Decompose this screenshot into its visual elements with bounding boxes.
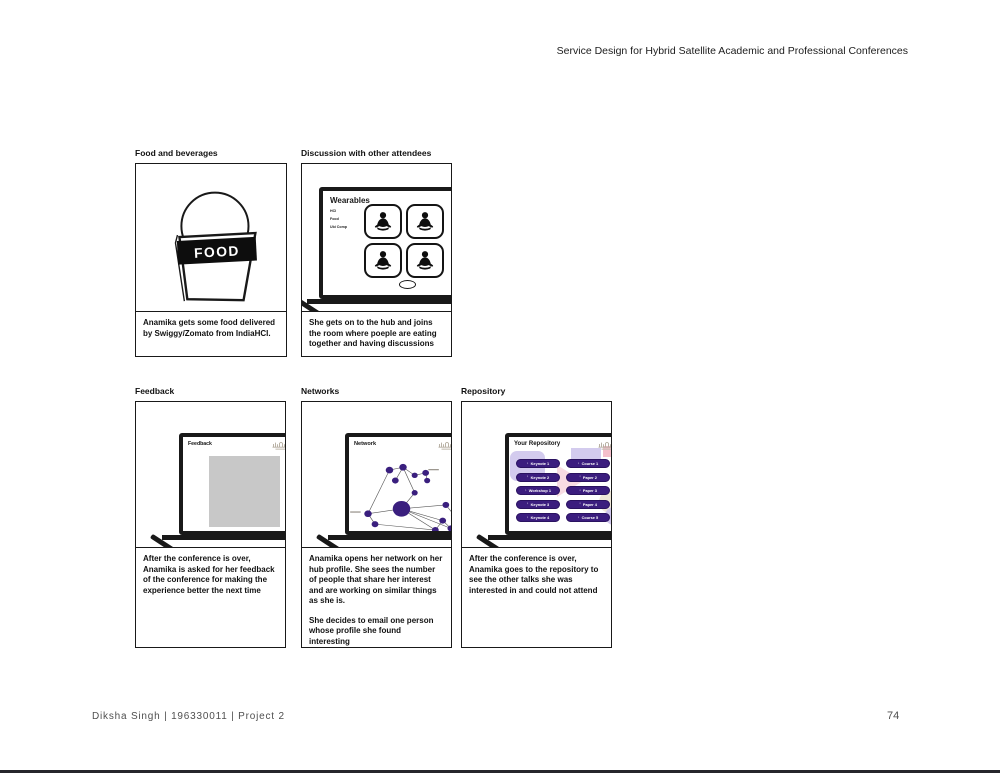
repository-item-button xyxy=(566,513,610,522)
hub-room-sketch xyxy=(302,164,451,311)
repository-item-button xyxy=(516,486,560,495)
download-icon: ↓ xyxy=(577,460,580,465)
attendee-video-grid xyxy=(364,204,444,278)
network-node xyxy=(393,501,411,517)
node-label-mark xyxy=(350,511,361,512)
network-node xyxy=(392,478,399,484)
repository-item-button xyxy=(566,486,610,495)
repository-item-button xyxy=(566,459,610,468)
laptop-screen xyxy=(319,187,451,299)
indiahci-logo xyxy=(597,440,611,451)
document-header-title: Service Design for Hybrid Satellite Academic and Professional Conferences xyxy=(556,45,908,57)
network-graph-sketch xyxy=(302,402,451,547)
people-network-graph xyxy=(349,446,451,535)
repository-item-label: Keynote 1 xyxy=(530,461,550,466)
attendee-tile xyxy=(406,204,444,239)
food-bucket-sketch xyxy=(136,164,286,311)
panel-discussion-with-attendees xyxy=(301,148,452,357)
laptop-base xyxy=(162,535,285,540)
repository-item-label: Keynote 2 xyxy=(530,474,550,480)
sidebar-item: Ubi Comp xyxy=(330,225,347,229)
network-node xyxy=(386,467,393,474)
panel-feedback xyxy=(135,386,286,648)
repository-item-label: Paper 3 xyxy=(582,488,597,493)
food-band xyxy=(177,237,257,265)
panel-caption: After the conference is over, Anamika is asked for her feedback of the conference for making the experience better the next time xyxy=(136,547,285,647)
network-node xyxy=(422,470,429,476)
network-node xyxy=(399,464,406,471)
download-icon: ↓ xyxy=(579,501,581,506)
feedback-form-placeholder xyxy=(209,456,280,527)
person-sitting-icon xyxy=(369,248,397,274)
food-band-label: FOOD xyxy=(193,242,241,261)
network-node xyxy=(372,521,379,527)
panel-caption: After the conference is over, Anamika goes to the repository to see the other talks she was interested in and could not attend xyxy=(462,547,611,647)
network-node xyxy=(412,473,418,478)
indiahci-logo xyxy=(271,440,285,451)
download-icon: ↓ xyxy=(526,514,529,519)
leave-room-oval-icon xyxy=(399,280,416,289)
screen-title: Feedback xyxy=(188,441,212,447)
network-node xyxy=(432,527,439,533)
attendee-tile xyxy=(364,243,402,278)
panel-food-and-beverages xyxy=(135,148,287,357)
download-icon: ↓ xyxy=(579,487,581,492)
laptop-base xyxy=(328,535,451,540)
repository-item-label: Paper 2 xyxy=(582,474,597,480)
laptop-screen xyxy=(179,433,285,535)
panel-caption: She gets on to the hub and joins the room where poeple are eating together and having discussions xyxy=(302,311,451,356)
repository-item-label: Course 1 xyxy=(581,461,599,466)
repository-item-label: Keynote 3 xyxy=(530,501,550,507)
panel-title: Discussion with other attendees xyxy=(301,148,432,158)
download-icon: ↓ xyxy=(525,487,527,492)
panel-caption: Anamika gets some food delivered by Swiggy/Zomato from IndiaHCI. xyxy=(136,311,286,356)
repository-column-left xyxy=(516,459,560,527)
download-icon: ↓ xyxy=(577,514,580,519)
sidebar-item: HCI xyxy=(330,209,337,213)
repository-item-button xyxy=(566,473,610,482)
panel-title: Networks xyxy=(301,386,340,396)
attendee-tile xyxy=(406,243,444,278)
network-node xyxy=(424,478,430,483)
repository-item-button xyxy=(516,500,560,509)
network-node xyxy=(412,490,418,495)
panel-networks xyxy=(301,386,452,648)
page-number: 74 xyxy=(887,710,900,722)
person-sitting-icon xyxy=(369,209,397,235)
repository-item-button xyxy=(516,459,560,468)
download-icon: ↓ xyxy=(526,460,529,465)
repository-item-label: Workshop 1 xyxy=(528,488,551,493)
repository-item-label: Keynote 4 xyxy=(530,515,550,520)
network-node xyxy=(364,510,371,517)
sidebar-item: Food xyxy=(330,217,339,221)
repository-item-label: Paper 4 xyxy=(582,501,597,507)
laptop-screen xyxy=(345,433,451,535)
attendee-tile xyxy=(364,204,402,239)
screen-title: Your Repository xyxy=(514,441,561,447)
repository-column-right xyxy=(566,459,610,527)
network-node xyxy=(439,518,446,524)
panel-repository xyxy=(461,386,612,648)
footer-credit: Diksha Singh | 196330011 | Project 2 xyxy=(92,711,285,722)
download-icon: ↓ xyxy=(526,501,529,506)
repository-item-button xyxy=(566,500,610,509)
panel-caption xyxy=(302,547,451,647)
person-sitting-icon xyxy=(411,248,439,274)
repository-screen-sketch xyxy=(462,402,611,547)
panel-title: Feedback xyxy=(135,386,175,396)
repository-item-button xyxy=(516,513,560,522)
laptop-base xyxy=(488,535,611,540)
laptop-base xyxy=(307,299,451,304)
feedback-screen-sketch xyxy=(136,402,285,547)
caption-paragraph: She decides to email one person whose profile she found interesting xyxy=(309,615,434,646)
person-sitting-icon xyxy=(411,209,439,235)
download-icon: ↓ xyxy=(526,474,529,479)
repository-item-label: Course 5 xyxy=(581,515,599,520)
panel-title: Repository xyxy=(461,386,506,396)
node-label-mark xyxy=(428,469,439,470)
food-bucket-drawing xyxy=(136,164,286,311)
caption-paragraph: Anamika opens her network on her hub profile. She sees the number of people that share her interest and are working on similar things as she is. xyxy=(309,554,443,606)
repository-item-button xyxy=(516,473,560,482)
network-node xyxy=(442,502,449,508)
room-title: Wearables xyxy=(330,196,370,205)
screen-title: Network xyxy=(354,441,377,447)
laptop-screen xyxy=(505,433,611,535)
network-node xyxy=(447,525,451,531)
download-icon: ↓ xyxy=(579,474,581,479)
panel-title: Food and beverages xyxy=(135,148,218,158)
